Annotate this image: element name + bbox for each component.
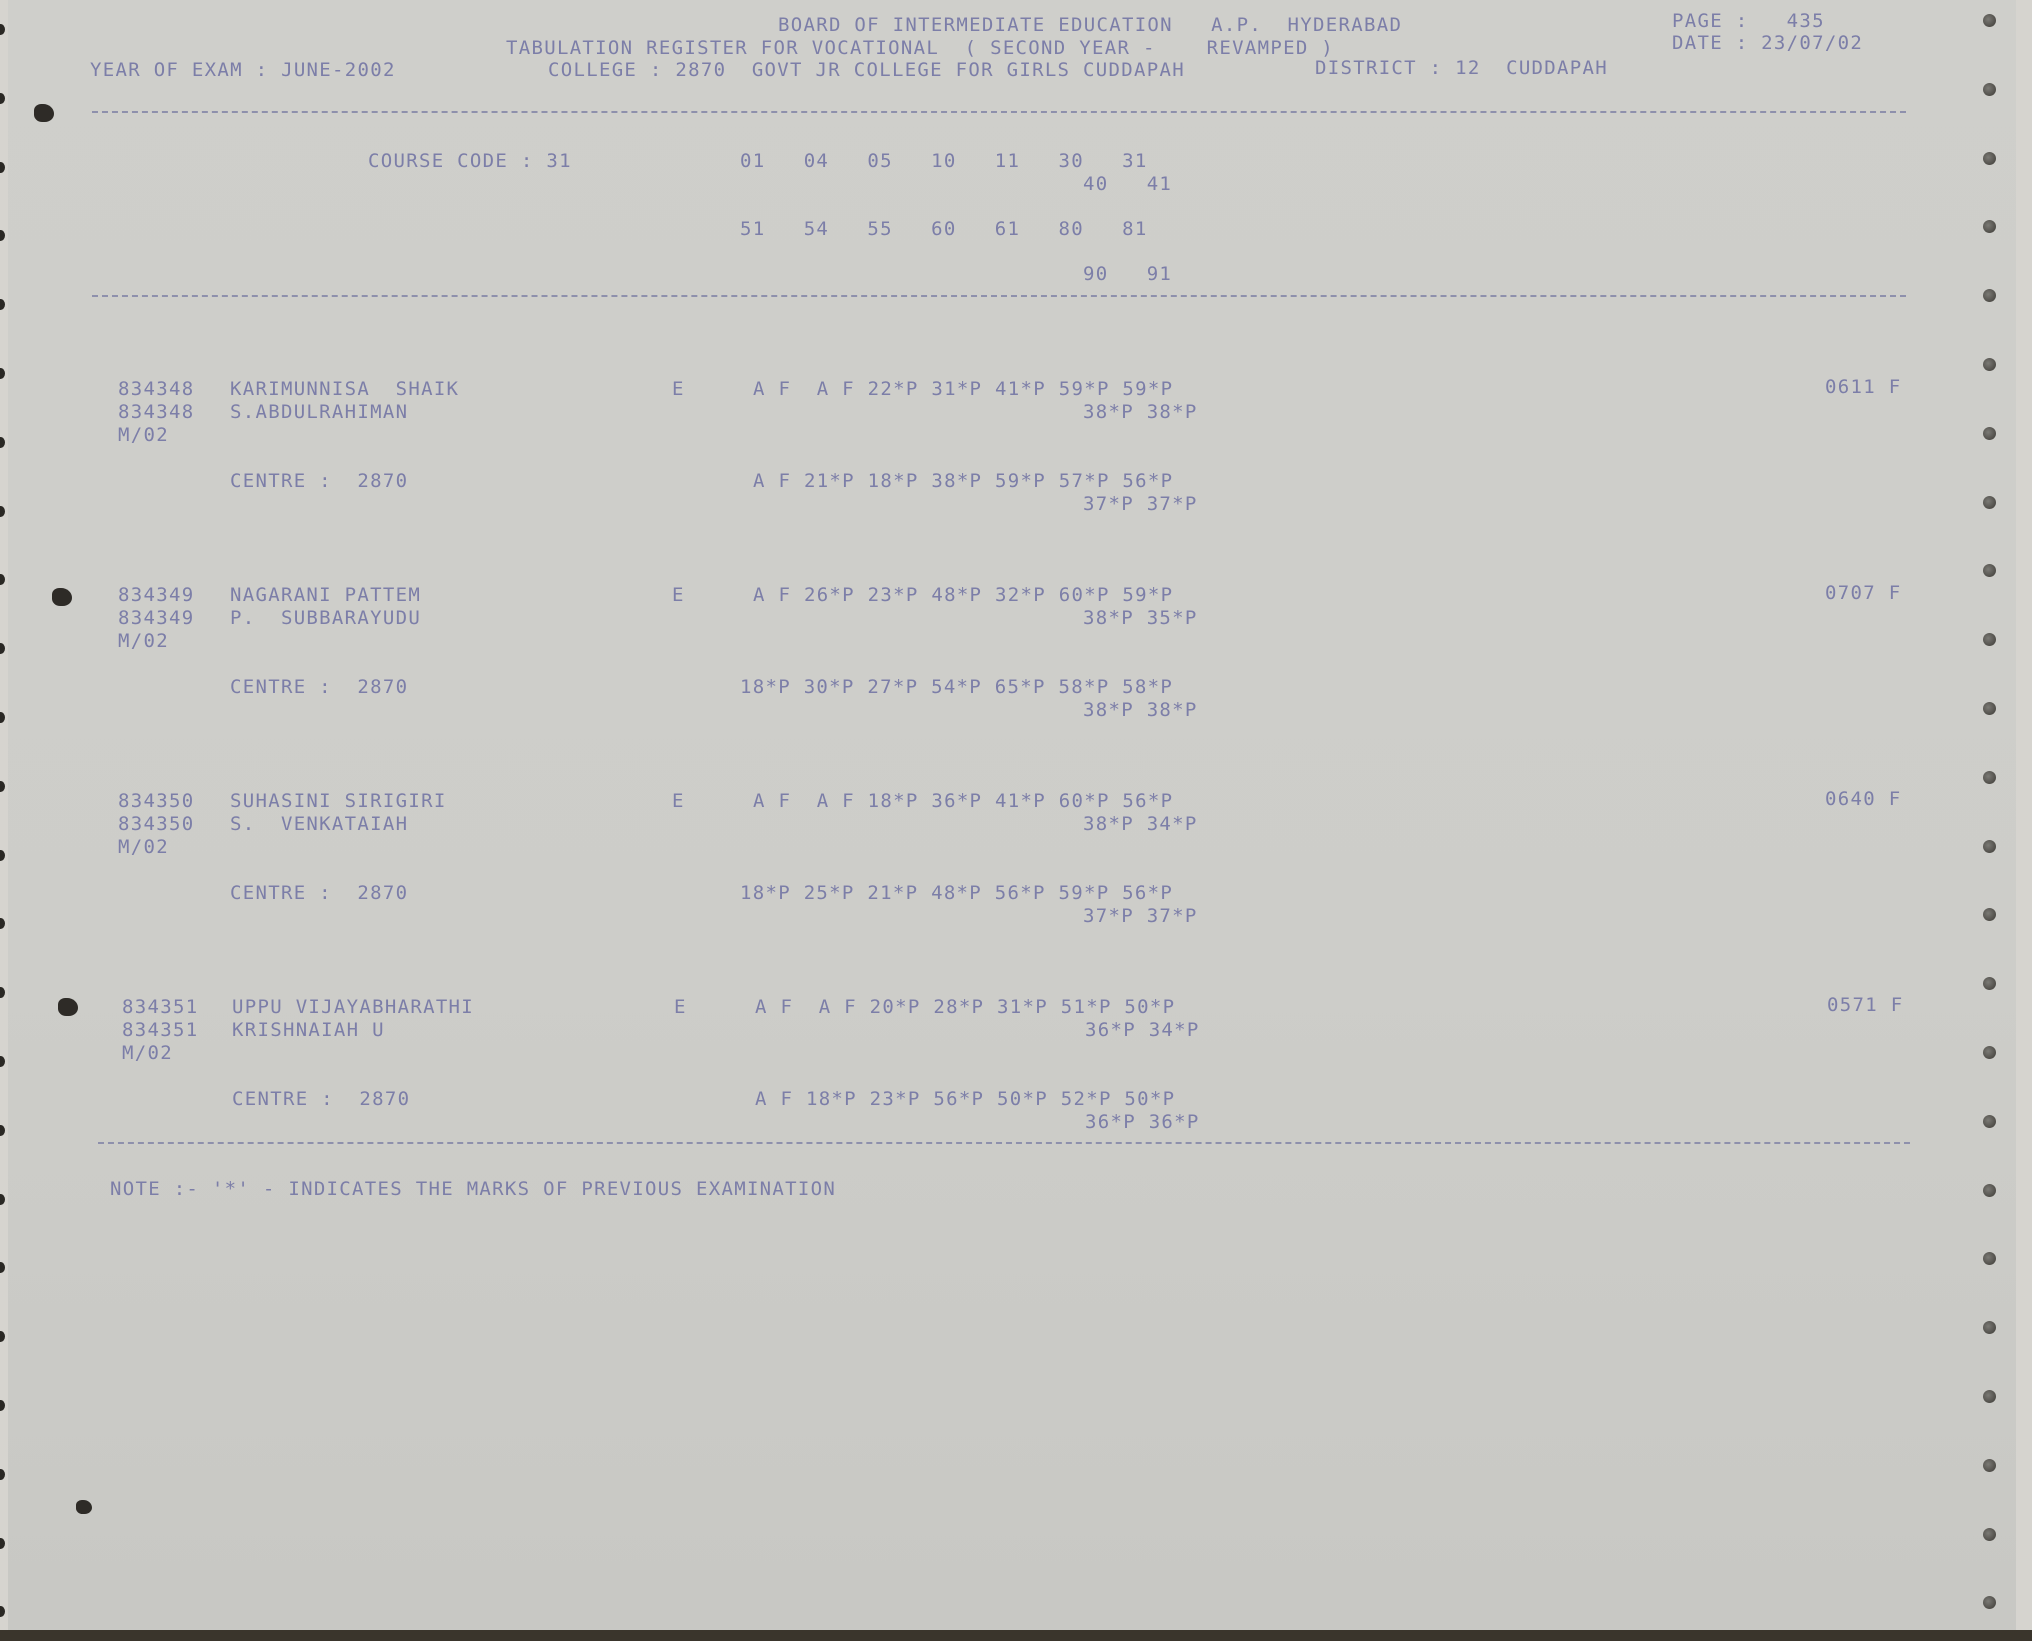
subject-codes-row2: 40 41	[1083, 173, 1173, 195]
total-result: 0611 F	[1825, 376, 1902, 398]
college-info: COLLEGE : 2870 GOVT JR COLLEGE FOR GIRLS CUDDAPAH	[548, 59, 1185, 81]
tractor-hole	[0, 987, 5, 998]
total-result: 0640 F	[1825, 788, 1902, 810]
tractor-hole	[1983, 1528, 1996, 1541]
tractor-hole	[0, 1606, 5, 1617]
student-name: NAGARANI PATTEM	[230, 584, 422, 606]
register-title: TABULATION REGISTER FOR VOCATIONAL ( SECOND YEAR - REVAMPED )	[506, 37, 1335, 59]
marks-row4: 37*P 37*P	[1083, 905, 1198, 927]
total-result: 0571 F	[1827, 994, 1904, 1016]
marks-row2: 38*P 38*P	[1083, 401, 1198, 423]
marks-row2: 38*P 34*P	[1083, 813, 1198, 835]
marks-row4: 37*P 37*P	[1083, 493, 1198, 515]
tractor-hole	[1983, 564, 1996, 577]
centre: CENTRE : 2870	[230, 470, 409, 492]
parent-name: S.ABDULRAHIMAN	[230, 401, 409, 423]
marks-row4: 38*P 38*P	[1083, 699, 1198, 721]
tractor-hole	[0, 1400, 5, 1411]
tractor-hole	[0, 1262, 5, 1273]
tractor-hole	[1983, 1321, 1996, 1334]
tractor-hole	[0, 93, 5, 104]
tractor-hole	[0, 1331, 5, 1342]
tractor-hole	[1983, 1184, 1996, 1197]
student-name: UPPU VIJAYABHARATHI	[232, 996, 475, 1018]
centre: CENTRE : 2870	[230, 882, 409, 904]
marks-row3: 18*P 25*P 21*P 48*P 56*P 59*P 56*P	[740, 882, 1174, 904]
tractor-hole	[1983, 1390, 1996, 1403]
tractor-hole	[1983, 83, 1996, 96]
course-code: COURSE CODE : 31	[368, 150, 572, 172]
tractor-hole	[0, 506, 5, 517]
session: M/02	[122, 1042, 173, 1064]
tractor-hole	[1983, 1596, 1996, 1609]
marks-row4: 36*P 36*P	[1085, 1111, 1200, 1133]
district-info: DISTRICT : 12 CUDDAPAH	[1315, 57, 1608, 79]
parent-name: S. VENKATAIAH	[230, 813, 409, 835]
tractor-hole	[0, 712, 5, 723]
ink-blot	[52, 588, 72, 606]
tractor-hole	[0, 1538, 5, 1549]
tractor-hole	[1983, 908, 1996, 921]
medium: E	[672, 378, 685, 400]
tractor-hole	[1983, 220, 1996, 233]
footer-rule	[98, 1142, 1910, 1144]
year-of-exam: YEAR OF EXAM : JUNE-2002	[90, 59, 396, 81]
tractor-hole	[0, 1194, 5, 1205]
tractor-hole	[1983, 633, 1996, 646]
tractor-hole	[1983, 702, 1996, 715]
tractor-hole	[1983, 289, 1996, 302]
parent-no: 834350	[118, 813, 195, 835]
tractor-hole	[1983, 840, 1996, 853]
marks-row1: A F 26*P 23*P 48*P 32*P 60*P 59*P	[753, 584, 1174, 606]
ink-blot	[58, 998, 78, 1016]
hall-ticket-no: 834349	[118, 584, 195, 606]
tractor-hole	[1983, 14, 1996, 27]
tractor-hole	[1983, 427, 1996, 440]
hall-ticket-no: 834348	[118, 378, 195, 400]
medium: E	[674, 996, 687, 1018]
marks-row1: A F A F 20*P 28*P 31*P 51*P 50*P	[755, 996, 1176, 1018]
ink-blot	[76, 1500, 92, 1514]
ink-blot	[34, 104, 54, 122]
session: M/02	[118, 424, 169, 446]
tractor-hole	[0, 1469, 5, 1480]
course-rule	[92, 295, 1906, 297]
tractor-hole	[0, 24, 5, 35]
subject-codes-row1: 01 04 05 10 11 30 31	[740, 150, 1148, 172]
parent-name: KRISHNAIAH U	[232, 1019, 385, 1041]
tractor-hole	[1983, 977, 1996, 990]
tractor-hole	[0, 230, 5, 241]
marks-row3: A F 21*P 18*P 38*P 59*P 57*P 56*P	[753, 470, 1174, 492]
left-tractor-holes	[0, 0, 20, 1630]
tractor-hole	[0, 437, 5, 448]
tractor-hole	[0, 643, 5, 654]
parent-no: 834349	[118, 607, 195, 629]
hall-ticket-no: 834351	[122, 996, 199, 1018]
tractor-hole	[0, 368, 5, 379]
tractor-hole	[1983, 358, 1996, 371]
marks-row2: 38*P 35*P	[1083, 607, 1198, 629]
tractor-hole	[0, 850, 5, 861]
parent-no: 834348	[118, 401, 195, 423]
subject-codes-row3: 51 54 55 60 61 80 81	[740, 218, 1148, 240]
medium: E	[672, 790, 685, 812]
tractor-hole	[0, 918, 5, 929]
session: M/02	[118, 630, 169, 652]
paper-bottom-edge	[0, 1630, 2032, 1641]
marks-row3: 18*P 30*P 27*P 54*P 65*P 58*P 58*P	[740, 676, 1174, 698]
centre: CENTRE : 2870	[230, 676, 409, 698]
note: NOTE :- '*' - INDICATES THE MARKS OF PREVIOUS EXAMINATION	[110, 1178, 837, 1200]
page-number: PAGE : 435	[1672, 10, 1825, 32]
student-name: KARIMUNNISA SHAIK	[230, 378, 460, 400]
student-name: SUHASINI SIRIGIRI	[230, 790, 447, 812]
tractor-hole	[0, 574, 5, 585]
tractor-hole	[0, 162, 5, 173]
tractor-hole	[1983, 1115, 1996, 1128]
tractor-hole	[0, 1056, 5, 1067]
parent-name: P. SUBBARAYUDU	[230, 607, 422, 629]
tractor-hole	[1983, 1252, 1996, 1265]
header-rule	[92, 111, 1906, 113]
tractor-hole	[0, 781, 5, 792]
board-title: BOARD OF INTERMEDIATE EDUCATION A.P. HYDERABAD	[778, 14, 1403, 36]
tractor-hole	[0, 299, 5, 310]
total-result: 0707 F	[1825, 582, 1902, 604]
tractor-hole	[1983, 771, 1996, 784]
marks-row2: 36*P 34*P	[1085, 1019, 1200, 1041]
marks-row1: A F A F 22*P 31*P 41*P 59*P 59*P	[753, 378, 1174, 400]
tractor-hole	[1983, 1046, 1996, 1059]
right-tractor-holes	[1980, 0, 2000, 1630]
parent-no: 834351	[122, 1019, 199, 1041]
subject-codes-row4: 90 91	[1083, 263, 1173, 285]
hall-ticket-no: 834350	[118, 790, 195, 812]
tractor-hole	[1983, 1459, 1996, 1472]
marks-row3: A F 18*P 23*P 56*P 50*P 52*P 50*P	[755, 1088, 1176, 1110]
tractor-hole	[0, 1125, 5, 1136]
print-date: DATE : 23/07/02	[1672, 32, 1864, 54]
medium: E	[672, 584, 685, 606]
tractor-hole	[1983, 152, 1996, 165]
tractor-hole	[1983, 496, 1996, 509]
marks-row1: A F A F 18*P 36*P 41*P 60*P 56*P	[753, 790, 1174, 812]
centre: CENTRE : 2870	[232, 1088, 411, 1110]
session: M/02	[118, 836, 169, 858]
